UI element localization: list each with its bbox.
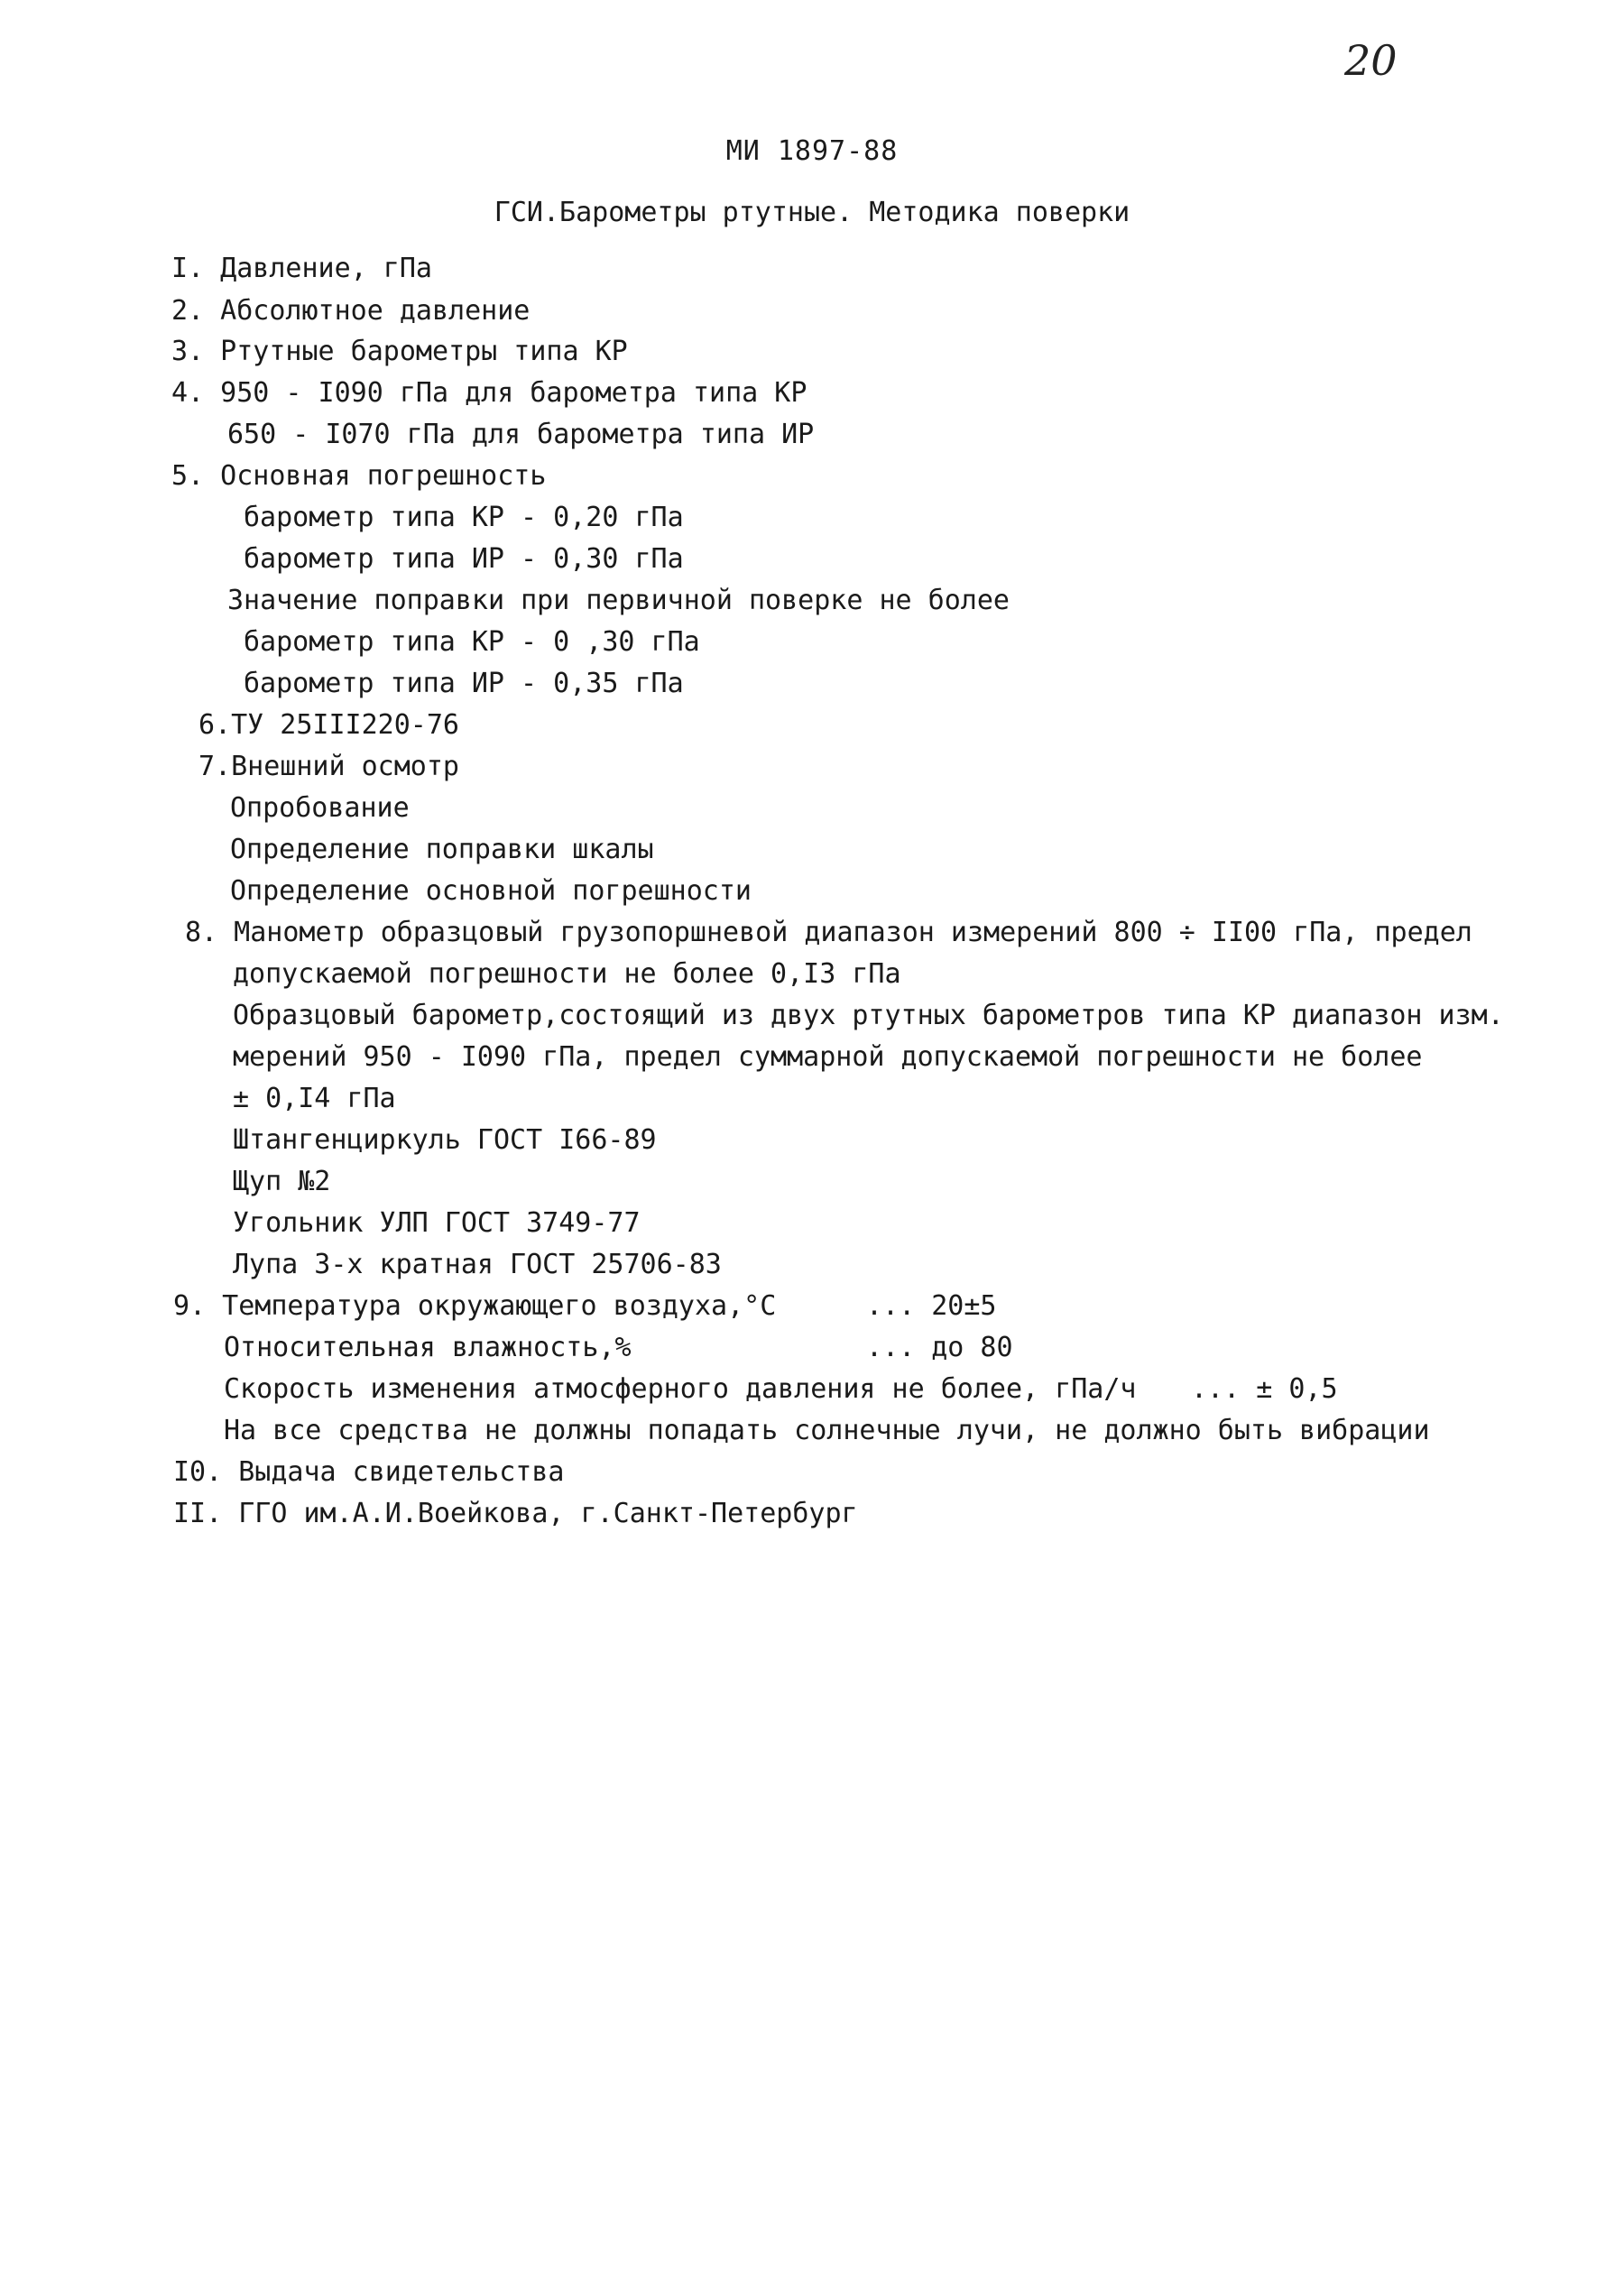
item-8-cont: допускаемой погрешности не более 0,I3 гПа <box>233 958 901 990</box>
item-7-testing: Опробование <box>230 792 410 824</box>
item-3: 3. Ртутные барометры типа КР <box>171 336 628 367</box>
item-10: I0. Выдача свидетельства <box>173 1456 565 1488</box>
item-9-pressure-rate-value: ... ± 0,5 <box>1191 1373 1338 1405</box>
item-7-error: Определение основной погрешности <box>230 875 752 907</box>
item-11: II. ГГО им.А.И.Воейкова, г.Санкт-Петербург <box>173 1498 858 1529</box>
item-9-temperature-value: ... 20±5 <box>866 1290 997 1322</box>
item-8-tolerance: ± 0,I4 гПа <box>233 1083 396 1114</box>
item-6: 6.ТУ 25III220-76 <box>198 709 459 741</box>
item-9-humidity-value: ... до 80 <box>866 1332 1013 1363</box>
document-code: МИ 1897-88 <box>725 135 899 167</box>
item-5-correction: Значение поправки при первичной поверке не более <box>227 585 1010 616</box>
item-8-square: Угольник УЛП ГОСТ 3749-77 <box>233 1207 641 1239</box>
item-5-correction-ir: барометр типа ИР - 0,35 гПа <box>244 668 684 699</box>
item-8-caliper: Штангенциркуль ГОСТ I66-89 <box>233 1124 657 1156</box>
item-7: 7.Внешний осмотр <box>198 751 459 782</box>
item-2: 2. Абсолютное давление <box>171 295 531 327</box>
item-4-cont: 650 - I070 гПа для барометра типа ИР <box>227 419 815 450</box>
item-1: I. Давление, гПа <box>171 253 432 284</box>
item-5-correction-kr: барометр типа КР - 0 ,30 гПа <box>244 626 700 658</box>
item-8-barometer: Образцовый барометр,состоящий из двух ртутных барометров типа КР диапазон изм. <box>233 1000 1504 1031</box>
item-4: 4. 950 - I090 гПа для барометра типа КР <box>171 377 807 409</box>
item-8-magnifier: Лупа 3-х кратная ГОСТ 25706-83 <box>233 1249 722 1280</box>
item-8: 8. Манометр образцовый грузопоршневой диапазон измерений 800 ÷ II00 гПа, предел <box>185 917 1472 948</box>
item-5-ir: барометр типа ИР - 0,30 гПа <box>244 543 684 575</box>
item-5: 5. Основная погрешность <box>171 460 547 492</box>
item-8-barometer-cont: мерений 950 - I090 гПа, предел суммарной допускаемой погрешности не более <box>233 1041 1423 1073</box>
item-9-humidity: Относительная влажность,% <box>224 1332 632 1363</box>
item-9-temperature: 9. Температура окружающего воздуха,°С <box>173 1290 777 1322</box>
page-number: 20 <box>1344 36 1398 85</box>
document-title: ГСИ.Барометры ртутные. Методика поверки <box>494 197 1130 228</box>
item-5-kr: барометр типа КР - 0,20 гПа <box>244 502 684 533</box>
item-9-pressure-rate: Скорость изменения атмосферного давления не более, гПа/ч <box>224 1373 1137 1405</box>
item-9-conditions: На все средства не должны попадать солнечные лучи, не должно быть вибрации <box>224 1415 1430 1446</box>
item-7-scale: Определение поправки шкалы <box>230 834 654 865</box>
item-8-probe: Щуп №2 <box>233 1166 331 1197</box>
